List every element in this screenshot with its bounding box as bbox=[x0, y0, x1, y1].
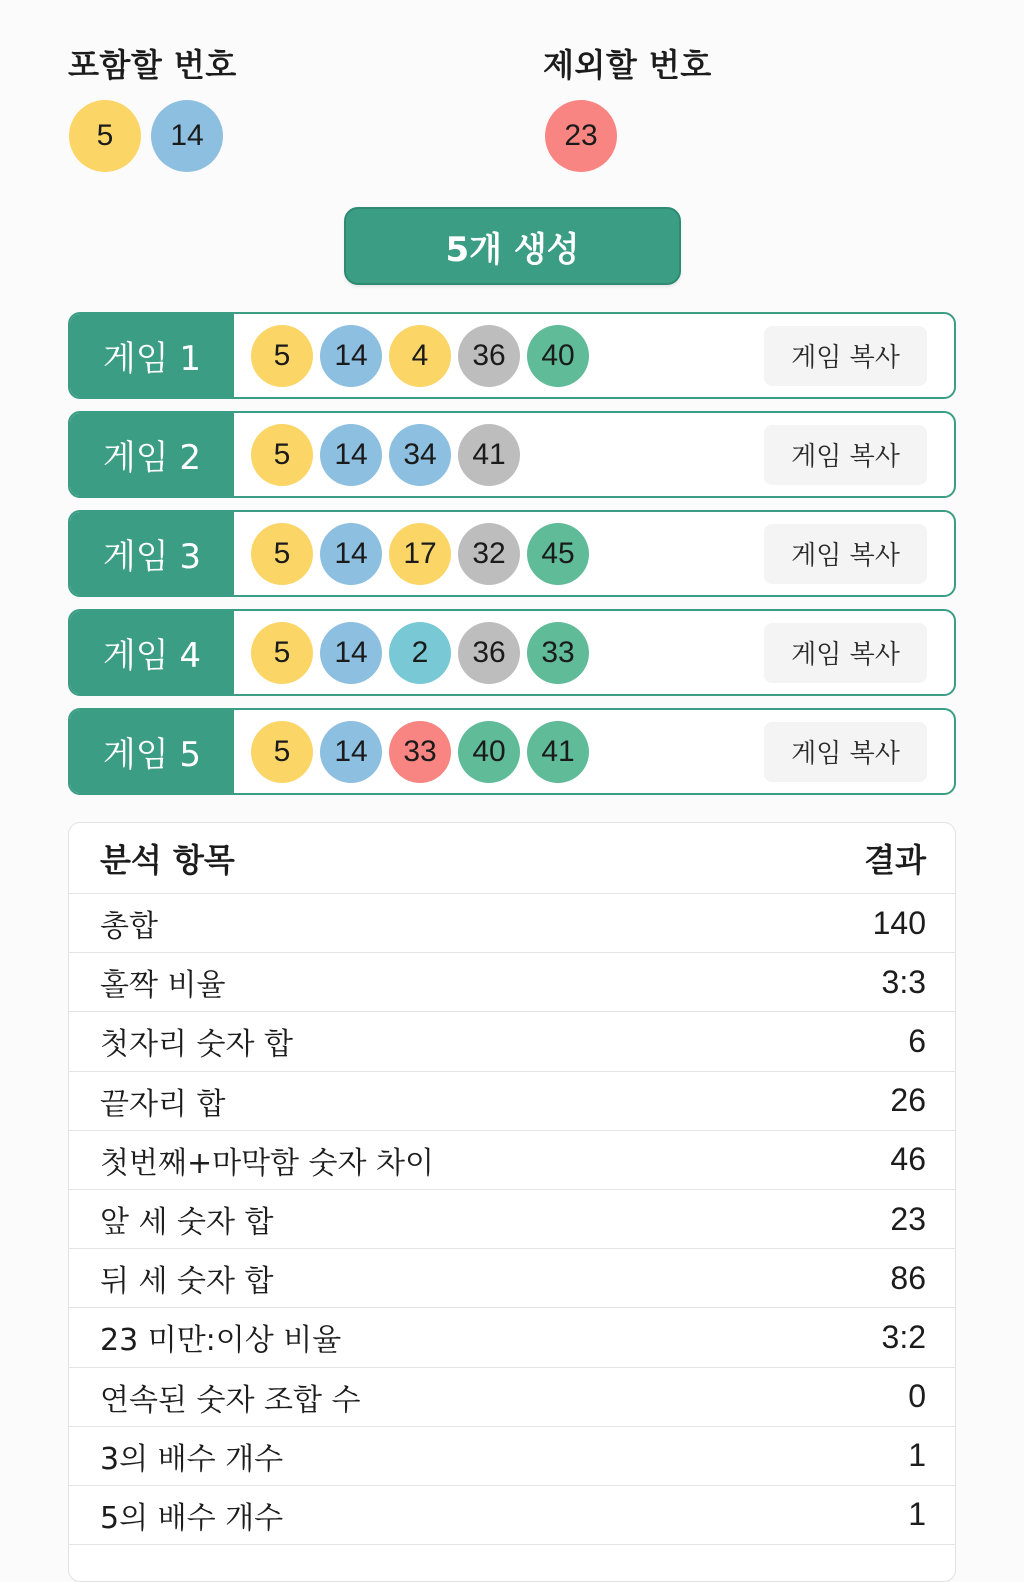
number-ball: 2 bbox=[389, 622, 451, 684]
game-label: 게임 2 bbox=[70, 413, 234, 496]
number-ball: 33 bbox=[527, 622, 589, 684]
number-ball: 41 bbox=[458, 424, 520, 486]
analysis-result: 23 bbox=[890, 1200, 926, 1237]
game-balls bbox=[251, 325, 764, 387]
number-ball: 45 bbox=[527, 523, 589, 585]
analysis-result: 46 bbox=[890, 1141, 926, 1178]
number-ball: 32 bbox=[458, 523, 520, 585]
number-ball: 5 bbox=[251, 523, 313, 585]
game-list bbox=[68, 312, 956, 807]
number-ball: 5 bbox=[251, 325, 313, 387]
analysis-item: 첫자리 숫자 합 bbox=[100, 1027, 293, 1063]
game-row bbox=[68, 411, 956, 498]
analysis-item: 5의 배수 개수 bbox=[100, 1500, 284, 1536]
game-balls bbox=[251, 523, 764, 585]
analysis-item: 앞 세 숫자 합 bbox=[100, 1205, 274, 1241]
analysis-header-row bbox=[69, 823, 955, 894]
copy-game-button[interactable]: 게임 복사 bbox=[764, 326, 927, 386]
number-ball: 14 bbox=[320, 622, 382, 684]
number-ball: 14 bbox=[320, 325, 382, 387]
number-ball: 5 bbox=[251, 721, 313, 783]
analysis-result: 0 bbox=[908, 1378, 926, 1415]
analysis-item: 끝자리 합 bbox=[100, 1086, 226, 1122]
analysis-item: 첫번째+마막함 숫자 차이 bbox=[100, 1145, 435, 1181]
include-numbers-list bbox=[69, 100, 223, 172]
analysis-row bbox=[69, 1249, 955, 1308]
analysis-item: 뒤 세 숫자 합 bbox=[100, 1264, 274, 1300]
exclude-numbers-list bbox=[545, 100, 617, 172]
analysis-table bbox=[68, 822, 956, 1582]
analysis-item: 홀짝 비율 bbox=[100, 968, 226, 1004]
analysis-result: 1 bbox=[908, 1437, 926, 1474]
game-row bbox=[68, 708, 956, 795]
game-row bbox=[68, 609, 956, 696]
number-ball: 40 bbox=[458, 721, 520, 783]
number-ball: 34 bbox=[389, 424, 451, 486]
copy-game-button[interactable]: 게임 복사 bbox=[764, 524, 927, 584]
analysis-row bbox=[69, 1368, 955, 1427]
exclude-number-ball[interactable]: 23 bbox=[545, 100, 617, 172]
game-label: 게임 4 bbox=[70, 611, 234, 694]
number-ball: 40 bbox=[527, 325, 589, 387]
analysis-item: 3의 배수 개수 bbox=[100, 1441, 284, 1477]
copy-game-button[interactable]: 게임 복사 bbox=[764, 623, 927, 683]
analysis-result: 140 bbox=[872, 904, 926, 941]
analysis-result: 3:2 bbox=[881, 1318, 926, 1355]
analysis-row bbox=[69, 894, 955, 953]
include-numbers-title: 포함할 번호 bbox=[68, 46, 237, 84]
number-ball: 14 bbox=[320, 523, 382, 585]
exclude-numbers-title: 제외할 번호 bbox=[543, 46, 712, 84]
analysis-row bbox=[69, 1308, 955, 1367]
game-row bbox=[68, 510, 956, 597]
analysis-header-result: 결과 bbox=[864, 841, 926, 879]
analysis-row bbox=[69, 1427, 955, 1486]
analysis-result: 1 bbox=[908, 1496, 926, 1533]
game-balls bbox=[251, 424, 764, 486]
analysis-result: 86 bbox=[890, 1259, 926, 1296]
include-number-ball[interactable]: 5 bbox=[69, 100, 141, 172]
game-label: 게임 5 bbox=[70, 710, 234, 793]
analysis-result: 26 bbox=[890, 1082, 926, 1119]
number-ball: 33 bbox=[389, 721, 451, 783]
analysis-item: 총합 bbox=[100, 909, 158, 945]
number-ball: 5 bbox=[251, 622, 313, 684]
generate-button[interactable]: 5개 생성 bbox=[344, 207, 681, 285]
copy-game-button[interactable]: 게임 복사 bbox=[764, 425, 927, 485]
number-ball: 4 bbox=[389, 325, 451, 387]
include-number-ball[interactable]: 14 bbox=[151, 100, 223, 172]
analysis-row bbox=[69, 953, 955, 1012]
analysis-row bbox=[69, 1486, 955, 1545]
number-ball: 14 bbox=[320, 721, 382, 783]
game-label: 게임 1 bbox=[70, 314, 234, 397]
analysis-header-item: 분석 항목 bbox=[100, 841, 235, 879]
game-balls bbox=[251, 622, 764, 684]
analysis-item: 연속된 숫자 조합 수 bbox=[100, 1382, 361, 1418]
number-ball: 36 bbox=[458, 325, 520, 387]
number-ball: 17 bbox=[389, 523, 451, 585]
analysis-result: 6 bbox=[908, 1022, 926, 1059]
game-balls bbox=[251, 721, 764, 783]
number-ball: 5 bbox=[251, 424, 313, 486]
game-label: 게임 3 bbox=[70, 512, 234, 595]
copy-game-button[interactable]: 게임 복사 bbox=[764, 722, 927, 782]
game-row bbox=[68, 312, 956, 399]
analysis-row bbox=[69, 1190, 955, 1249]
number-ball: 36 bbox=[458, 622, 520, 684]
analysis-result: 3:3 bbox=[881, 963, 926, 1000]
number-ball: 14 bbox=[320, 424, 382, 486]
analysis-row bbox=[69, 1012, 955, 1071]
analysis-row bbox=[69, 1072, 955, 1131]
number-ball: 41 bbox=[527, 721, 589, 783]
analysis-item: 23 미만:이상 비율 bbox=[100, 1323, 342, 1359]
analysis-row bbox=[69, 1131, 955, 1190]
